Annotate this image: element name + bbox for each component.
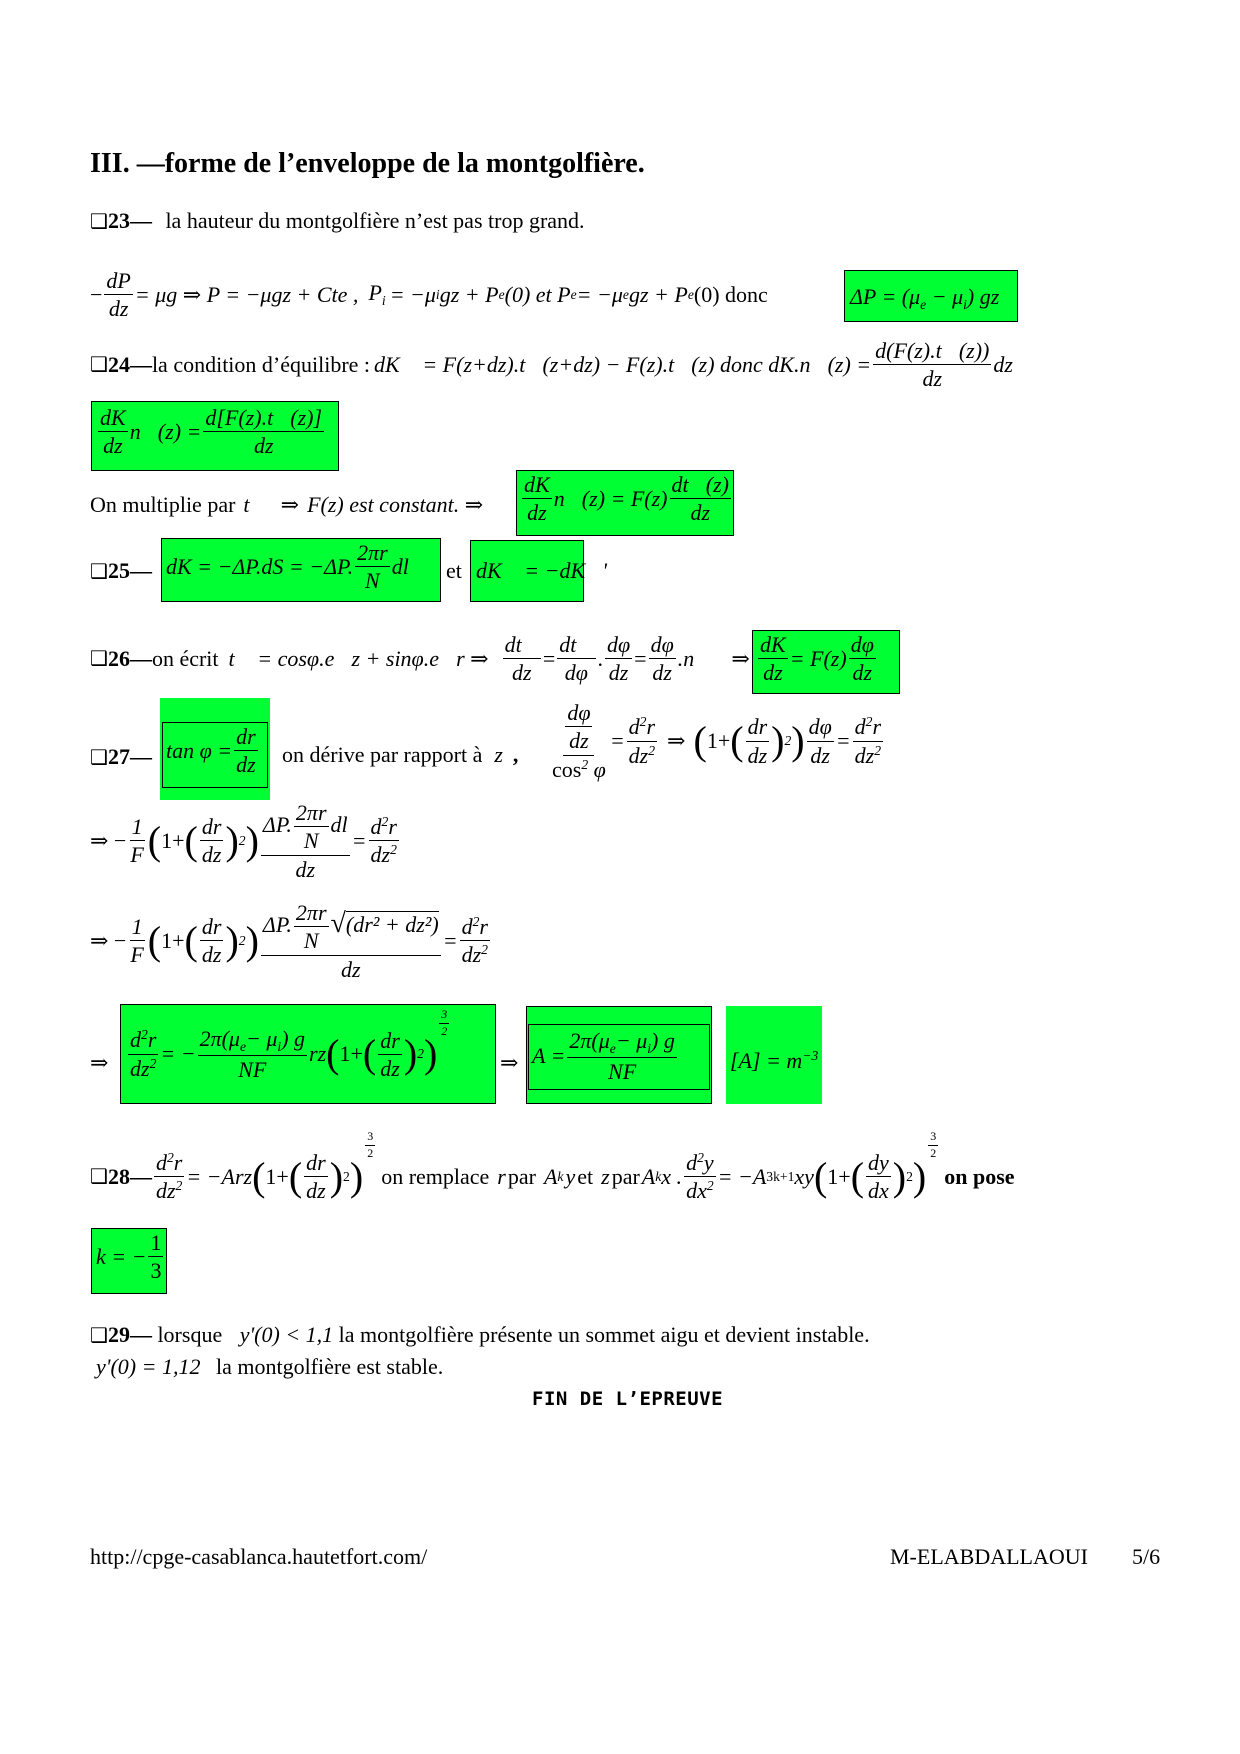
arrow-line-3: ⇒ [90,1050,109,1075]
equation-28-box: k = − $\frac{1}{3}$ [96,1230,162,1284]
checkbox-icon: ❑ [90,747,108,769]
equation-25b: dK⃗ = −dK⃗' [476,558,607,583]
result-23: $\Delta P = (\mu_e - \mu_i)$ gz [850,284,1000,312]
equation-23: − $\frac{dP}{dz}$ = μg ⇒ P = −μgz + Cte , $P_i$ = −μ i gz + P e (0) et P e = −μ e gz + P e (0) donc [90,268,768,322]
question-29-line2: y'(0) = 1,12 la montgolfière est stable. [96,1354,444,1379]
checkbox-icon: ❑ [90,354,108,377]
equation-27: $\frac{\frac{d\varphi}{dz}}{\cos^2 \varphi}$ = $\frac{d^2r}{dz^2}$ ⇒ ( 1+ ( $\frac{dr}{dz}$ ) 2 ) $\frac{d\varphi}{dz}$ = $\frac{d^2r}{dz^2}$ [552,700,881,782]
end-of-exam: FIN DE L’EPREUVE [532,1388,724,1410]
page-title: III. —forme de l’enveloppe de la montgolfière. [90,148,645,179]
footer-url[interactable]: http://cpge-casablanca.hautetfort.com/ [90,1544,428,1569]
equation-27-box: tan φ = $\frac{dr}{dz}$ [166,724,256,778]
question-25-label: ❑25— [90,558,152,583]
equation-24a: $\frac{dK}{dz}$ n⃗(z) = $\frac{d[F(z).t⃗(z)]}{dz}$ [100,405,323,459]
question-29: ❑29— lorsque y'(0) < 1,1 la montgolfière présente un sommet aigu et devient instable. [90,1322,870,1347]
checkbox-icon: ❑ [90,561,108,583]
checkbox-icon: ❑ [90,1325,108,1347]
equation-24b: $\frac{dK}{dz}$ n⃗(z) = F(z) $\frac{dt⃗(z)}{dz}$ [524,472,729,526]
question-26: ❑ 26— on écrit t⃗ = cosφ.e⃗z + sinφ.e⃗r ⇒ $\frac{dt⃗}{dz}$ = $\frac{dt⃗}{d\varphi}$ . $\frac{d\varphi}{dz}$ = $\frac{d\varphi}{dz}$ .n⃗ ⇒ [90,632,750,686]
checkbox-icon: ❑ [90,648,108,671]
question-23 [90,208,585,234]
checkbox-icon: ❑ [90,1166,108,1189]
conjunction-et: et [446,558,462,583]
question-text: la hauteur du montgolfière n’est pas trop grand. [165,208,585,233]
footer-author: M-ELABDALLAOUI [890,1544,1088,1569]
arrow-line-3b: ⇒ [500,1050,519,1075]
equation-line-3b: A = $\frac{2\pi(\mu_e- \mu_i) g}{NF}$ [532,1028,675,1085]
footer-page: 5/6 [1132,1544,1161,1569]
equation-24b-text: On multiplie par t⃗ ⇒ F(z) est constant. ⇒ [90,492,484,517]
equation-line-1: ⇒ − $\frac{1}{F}$ ( 1+ ( $\frac{dr}{dz}$ ) 2 ) ΔP. $\frac{2\pi r}{N}$ dl dz = $\frac{d^2r}{dz^2}$ [90,800,397,882]
equation-line-3a: $\frac{d^2r}{dz^2}$ = − $\frac{2\pi(\mu_e- \mu_i) g}{NF}$ rz ( 1+ ( $\frac{dr}{dz}$ ) 2 ) $\frac{3}{2}$ [130,1007,448,1083]
question-27-text: on dérive par rapport à z , [282,742,519,767]
question-24: ❑ 24— la condition d’équilibre : dK⃗ = F(z+dz).t⃗(z+dz) − F(z).t⃗(z) donc dK.n⃗(z) = $\frac{d(F(z).t⃗(z))}{dz}$ dz [90,338,1013,392]
question-28: ❑ 28— $\frac{d^2r}{dz^2}$ = −Arz ( 1+ ( $\frac{dr}{dz}$ ) 2 ) $\frac{3}{2}$ on remplace r par A k y et z par A k x . $\frac{d^2y}{dx^2}$ = −A 3k+1 xy ( 1+ ( $\frac{dy}{dx}$ ) 2 ) $\frac{3}{2}$ on pose [90,1129,1015,1204]
equation-26-box: $\frac{dK}{dz}$ = F(z) $\frac{d\varphi}{dz}$ [760,632,874,686]
checkbox-icon: ❑ [90,211,108,233]
equation-line-3c: $[A] = m^{-3}$ [730,1048,819,1074]
question-27-label: ❑27— [90,744,152,769]
question-number: 23— [107,208,152,233]
equation-25a: dK = −ΔP.dS = −ΔP. $\frac{2\pi r}{N}$ dl [166,540,409,594]
equation-line-2: ⇒ − $\frac{1}{F}$ ( 1+ ( $\frac{dr}{dz}$ ) 2 ) ΔP. $\frac{2\pi r}{N}$ √(dr² + dz²) dz = $\frac{d^2r}{dz^2}$ [90,900,488,982]
